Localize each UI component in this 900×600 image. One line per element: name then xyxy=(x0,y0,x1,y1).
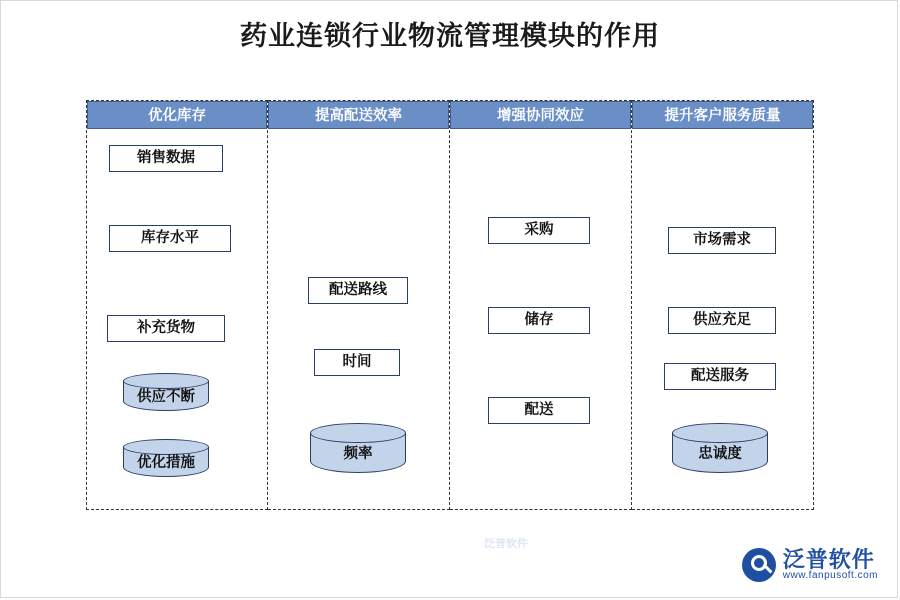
node-continuous-supply-label: 供应不断 xyxy=(137,389,195,405)
brand-logo xyxy=(742,548,878,582)
watermark xyxy=(466,524,546,564)
node-storage[interactable]: 储存 xyxy=(488,307,590,334)
column-header-4: 提升客户服务质量 xyxy=(632,101,813,129)
diagram-column-4 xyxy=(632,100,814,510)
page-title: 药业连锁行业物流管理模块的作用 xyxy=(240,21,660,51)
node-sufficient-supply[interactable]: 供应充足 xyxy=(668,307,776,334)
node-loyalty[interactable] xyxy=(672,423,768,481)
node-continuous-supply[interactable] xyxy=(123,373,209,419)
node-inventory-level[interactable]: 库存水平 xyxy=(109,225,231,252)
node-distribution[interactable]: 配送 xyxy=(488,397,590,424)
diagram-column-3 xyxy=(450,100,632,510)
node-frequency-label: 频率 xyxy=(343,446,373,462)
column-header-2: 提高配送效率 xyxy=(268,101,449,129)
node-frequency[interactable] xyxy=(310,423,406,481)
node-loyalty-label: 忠诚度 xyxy=(698,446,742,462)
logo-text-block xyxy=(783,548,878,582)
column-header-3: 增强协同效应 xyxy=(450,101,631,129)
node-procurement[interactable]: 采购 xyxy=(488,217,590,244)
node-market-demand[interactable]: 市场需求 xyxy=(668,227,776,254)
diagram-container xyxy=(86,100,814,550)
node-sales-data[interactable]: 销售数据 xyxy=(109,145,223,172)
node-replenish-goods[interactable]: 补充货物 xyxy=(107,315,225,342)
node-delivery-service[interactable]: 配送服务 xyxy=(664,363,776,390)
node-optimization-measures[interactable] xyxy=(123,439,209,485)
logo-name-en: www.fanpusoft.com xyxy=(782,570,878,582)
magnifier-icon xyxy=(742,548,776,582)
watermark-text: 泛普软件 xyxy=(484,538,528,550)
diagram-column-2 xyxy=(268,100,450,510)
diagram-column-1 xyxy=(86,100,268,510)
column-header-1: 优化库存 xyxy=(87,101,267,129)
node-delivery-route[interactable]: 配送路线 xyxy=(308,277,408,304)
node-time[interactable]: 时间 xyxy=(314,349,400,376)
node-optimization-measures-label: 优化措施 xyxy=(137,455,195,471)
logo-name-cn: 泛普软件 xyxy=(782,547,875,573)
